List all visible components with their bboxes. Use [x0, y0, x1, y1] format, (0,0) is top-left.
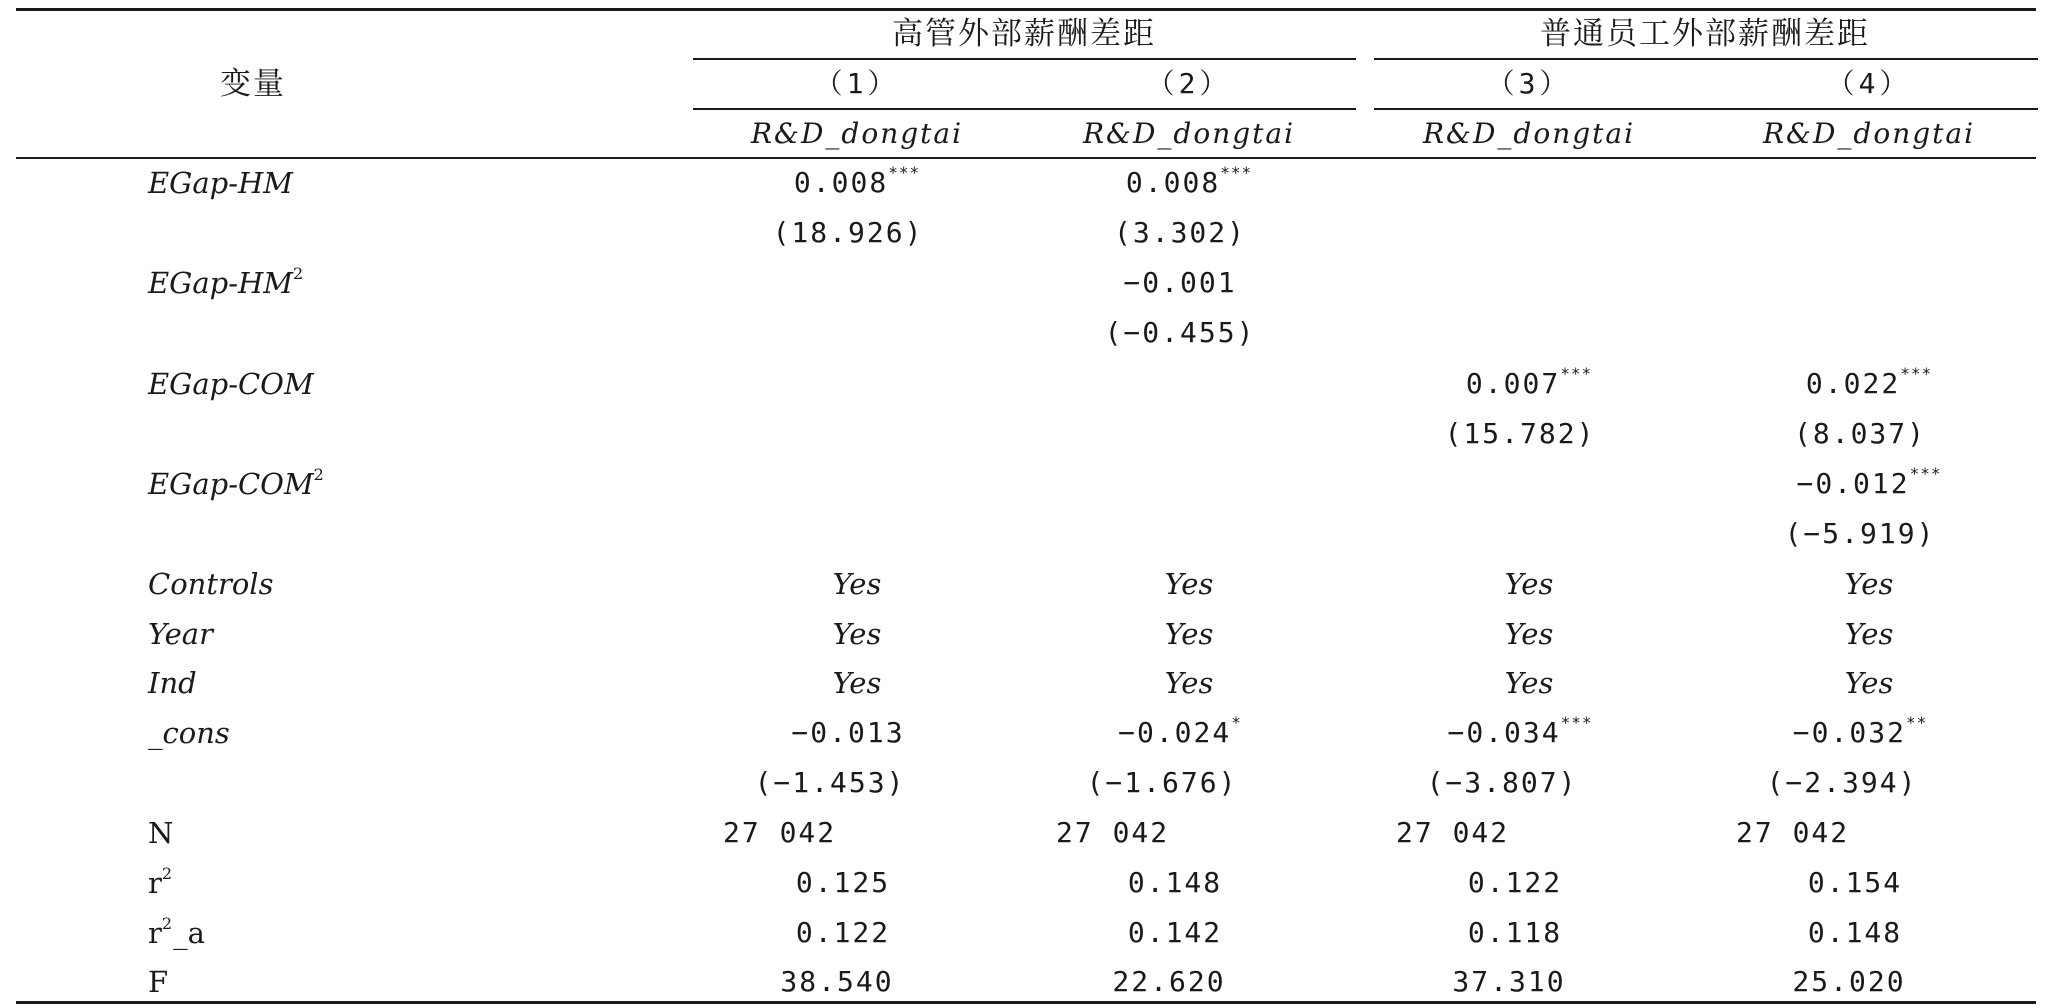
row-label-ind: Ind: [148, 666, 197, 700]
row-label-cons: _cons: [148, 716, 230, 750]
row-label-egap-com: EGap-COM: [148, 367, 314, 401]
ind-col2: Yes: [1164, 666, 1214, 700]
cons-t-col2: (−1.676): [1086, 766, 1238, 799]
row-label-year: Year: [148, 617, 213, 651]
cons-t-col1: (−1.453): [754, 766, 906, 799]
controls-col3: Yes: [1504, 567, 1554, 601]
f-col4: 25.020: [1792, 965, 1906, 998]
col-number-4: （4）: [1826, 67, 1912, 100]
f-col2: 22.620: [1112, 965, 1226, 998]
col-number-2: （2）: [1146, 67, 1232, 100]
f-col1: 38.540: [780, 965, 894, 998]
dep-var-4: R&D_dongtai: [1762, 117, 1976, 150]
egap-hm-t-col1: (18.926): [772, 216, 924, 249]
bottom-rule: [16, 1001, 2036, 1004]
row-label-r2a: $r^2\_a$: [148, 914, 205, 950]
header-bottom-rule: [16, 157, 2036, 159]
group2-underline: [1374, 58, 2038, 60]
n-col3: 27 042: [1396, 816, 1510, 849]
r2-col3: 0.122: [1467, 866, 1563, 899]
egap-com-t-col4: (8.037): [1793, 417, 1927, 450]
egap-hm-col1: 0.008***: [793, 163, 921, 199]
r2a-col3: 0.118: [1467, 916, 1563, 949]
row-label-n: N: [148, 816, 174, 850]
n-col2: 27 042: [1056, 816, 1170, 849]
controls-col1: Yes: [832, 567, 882, 601]
year-col2: Yes: [1164, 617, 1214, 651]
egap-com-col4: 0.022***: [1805, 364, 1933, 400]
r2a-col1: 0.122: [795, 916, 891, 949]
dep-var-2: R&D_dongtai: [1082, 117, 1296, 150]
r2-col2: 0.148: [1127, 866, 1223, 899]
egap-hm2-t-col2: (−0.455): [1104, 316, 1256, 349]
n-col4: 27 042: [1736, 816, 1850, 849]
r2-col4: 0.154: [1807, 866, 1903, 899]
row-label-r2: $r^2$: [148, 864, 174, 900]
top-rule: [16, 8, 2036, 11]
col-number-3: （3）: [1486, 67, 1572, 100]
f-col3: 37.310: [1452, 965, 1566, 998]
group1-header: 高管外部薪酬差距: [892, 16, 1156, 52]
year-col3: Yes: [1504, 617, 1554, 651]
cons-col3: −0.034***: [1447, 713, 1593, 749]
r2-col1: 0.125: [795, 866, 891, 899]
colnum-underline-1: [693, 108, 1356, 110]
cons-col2: −0.024*: [1118, 713, 1242, 749]
year-col1: Yes: [832, 617, 882, 651]
egap-hm2-col2: −0.001: [1123, 266, 1237, 299]
row-label-f: F: [148, 965, 169, 999]
controls-col4: Yes: [1844, 567, 1894, 601]
row-label-egap-hm2: EGap-$HM^2$: [148, 264, 305, 300]
cons-t-col3: (−3.807): [1426, 766, 1578, 799]
var-header: 变量: [220, 66, 286, 102]
row-label-controls: Controls: [148, 567, 274, 601]
egap-com-t-col3: (15.782): [1444, 417, 1596, 450]
egap-com2-col4: −0.012***: [1796, 464, 1942, 500]
row-label-egap-com2: EGap-COM$^2$: [148, 465, 325, 501]
cons-t-col4: (−2.394): [1766, 766, 1918, 799]
ind-col4: Yes: [1844, 666, 1894, 700]
r2a-col2: 0.142: [1127, 916, 1223, 949]
egap-hm-t-col2: (3.302): [1113, 216, 1247, 249]
controls-col2: Yes: [1164, 567, 1214, 601]
ind-col1: Yes: [832, 666, 882, 700]
group2-header: 普通员工外部薪酬差距: [1540, 16, 1870, 52]
year-col4: Yes: [1844, 617, 1894, 651]
group1-underline: [693, 58, 1356, 60]
egap-hm-col2: 0.008***: [1125, 163, 1253, 199]
row-label-egap-hm: EGap-HM: [148, 166, 293, 200]
ind-col3: Yes: [1504, 666, 1554, 700]
egap-com-col3: 0.007***: [1465, 364, 1593, 400]
col-number-1: （1）: [814, 67, 900, 100]
colnum-underline-2: [1374, 108, 2038, 110]
cons-col1: −0.013: [791, 716, 905, 749]
r2a-col4: 0.148: [1807, 916, 1903, 949]
cons-col4: −0.032**: [1792, 713, 1928, 749]
dep-var-1: R&D_dongtai: [750, 117, 964, 150]
n-col1: 27 042: [723, 816, 837, 849]
dep-var-3: R&D_dongtai: [1422, 117, 1636, 150]
egap-com2-t-col4: (−5.919): [1784, 517, 1936, 550]
